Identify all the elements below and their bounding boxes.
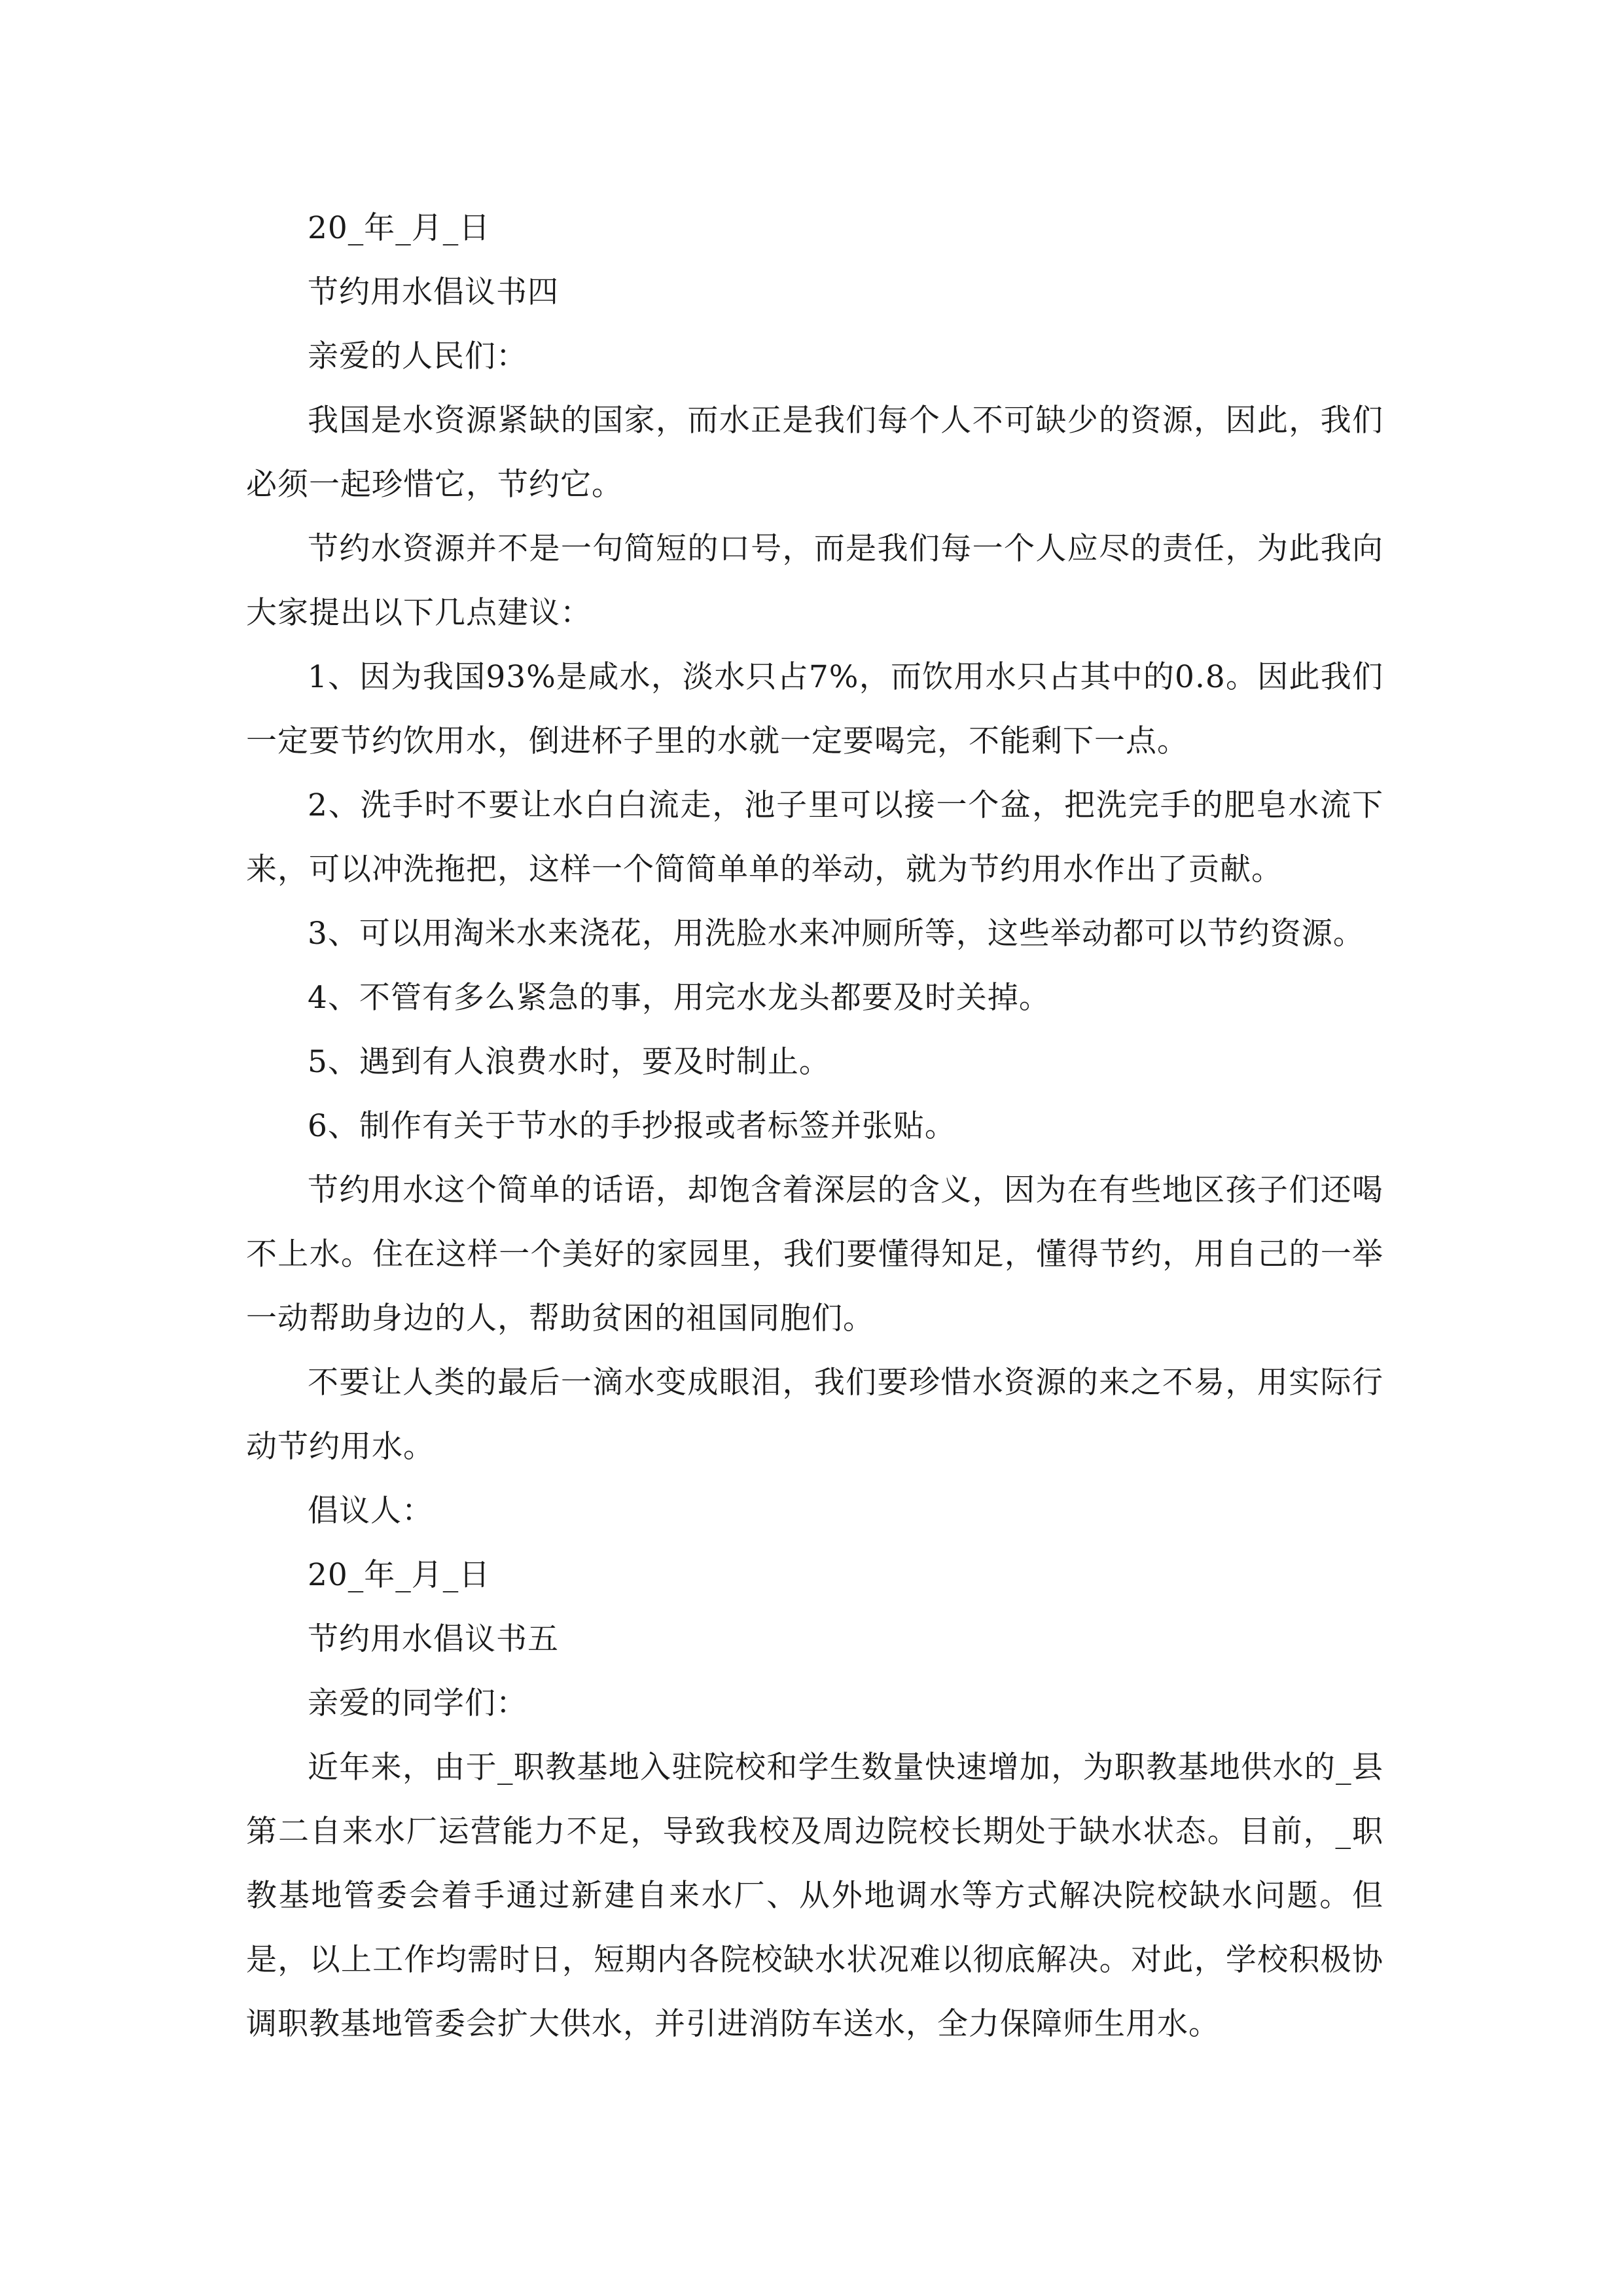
greeting-4: 亲爱的人民们： [308, 338, 527, 374]
section-title-4: 节约用水倡议书四 [308, 274, 559, 310]
suggestion-4: 4、不管有多么紧急的事，用完水龙头都要及时关掉。 [308, 980, 1050, 1016]
suggestion-3: 3、可以用淘米水来浇花，用洗脸水来冲厕所等，这些举动都可以节约资源。 [308, 916, 1364, 952]
paragraph-1: 我国是水资源紧缺的国家，而水正是我们每个人不可缺少的资源，因此，我们必须一起珍惜它，节约它。 [246, 403, 1383, 503]
paragraph-4: 不要让人类的最后一滴水变成眼泪，我们要珍惜水资源的来之不易，用实际行动节约用水。 [246, 1365, 1383, 1465]
paragraph-2: 节约水资源并不是一句简短的口号，而是我们每一个人应尽的责任，为此我向大家提出以下几点建议： [246, 531, 1383, 631]
suggestion-5: 5、遇到有人浪费水时，要及时制止。 [308, 1044, 830, 1080]
signer-line: 倡议人： [308, 1493, 433, 1529]
date-line-2: 20_年_月_日 [308, 1557, 491, 1593]
paragraph-3: 节约用水这个简单的话语，却饱含着深层的含义，因为在有些地区孩子们还喝不上水。住在这样一个美好的家园里，我们要懂得知足，懂得节约，用自己的一举一动帮助身边的人，帮助贫困的祖国同胞们。 [246, 1172, 1383, 1336]
document-page [246, 196, 1383, 2056]
suggestion-6: 6、制作有关于节水的手抄报或者标签并张贴。 [308, 1108, 956, 1144]
section-title-5: 节约用水倡议书五 [308, 1621, 559, 1657]
suggestion-1: 1、因为我国93%是咸水，淡水只占7%，而饮用水只占其中的0.8。因此我们一定要节约饮用水，倒进杯子里的水就一定要喝完，不能剩下一点。 [246, 659, 1383, 759]
date-line-1: 20_年_月_日 [308, 210, 491, 246]
paragraph-5: 近年来，由于_职教基地入驻院校和学生数量快速增加，为职教基地供水的_县第二自来水厂运营能力不足，导致我校及周边院校长期处于缺水状态。目前，_职教基地管委会着手通过新建自来水厂、从外地调水等方式解决院校缺水问题。但是，以上工作均需时日，短期内各院校缺水状况难以彻底解决。对此，学校积极协调职教基地管委会扩大供水，并引进消防车送水，全力保障师生用水。 [246, 1749, 1383, 2042]
greeting-5: 亲爱的同学们： [308, 1685, 527, 1721]
suggestion-2: 2、洗手时不要让水白白流走，池子里可以接一个盆，把洗完手的肥皂水流下来，可以冲洗拖把，这样一个简简单单的举动，就为节约用水作出了贡献。 [246, 787, 1383, 888]
